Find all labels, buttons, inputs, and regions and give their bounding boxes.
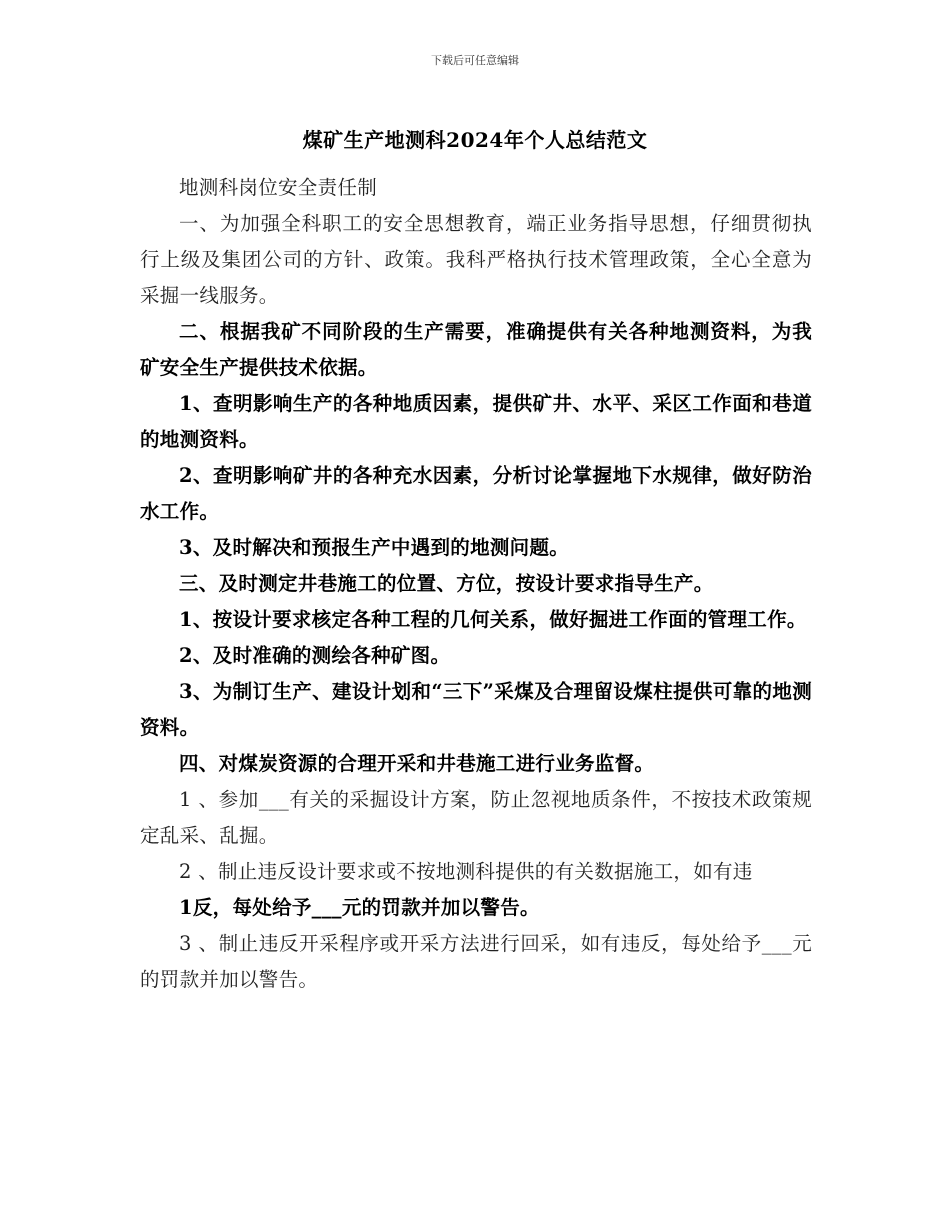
- paragraph-responsibility-heading: 地测科岗位安全责任制: [179, 176, 378, 199]
- paragraph-section-4: 四、对煤炭资源的合理开采和井巷施工进行业务监督。: [179, 752, 655, 775]
- paragraph-section-4-item-1: 1 、参加___有关的采掘设计方案，防止忽视地质条件，不按技术政策规定乱采、乱掘。: [140, 788, 812, 847]
- paragraph-section-1: 一、为加强全科职工的安全思想教育，端正业务指导思想，仔细贯彻执行上级及集团公司的方针、政策。我科严格执行技术管理政策，全心全意为采掘一线服务。: [140, 212, 812, 307]
- paragraph-section-3: 三、及时测定井巷施工的位置、方位，按设计要求指导生产。: [179, 572, 714, 595]
- paragraph-section-3-item-2: 2、及时准确的测绘各种矿图。: [179, 644, 451, 667]
- paragraph-section-4-item-2: 2 、制止违反设计要求或不按地测科提供的有关数据施工，如有违: [179, 860, 753, 883]
- header-note: 下载后可任意编辑: [431, 54, 519, 67]
- paragraph-section-2: 二、根据我矿不同阶段的生产需要，准确提供有关各种地测资料，为我矿安全生产提供技术依据。: [140, 320, 812, 379]
- paragraph-section-2-item-3: 3、及时解决和预报生产中遇到的地测问题。: [179, 536, 570, 559]
- paragraph-section-3-item-1: 1、按设计要求核定各种工程的几何关系，做好掘进工作面的管理工作。: [179, 608, 807, 631]
- document-title: 煤矿生产地测科2024年个人总结范文: [302, 128, 648, 152]
- paragraph-section-2-item-1: 1、查明影响生产的各种地质因素，提供矿井、水平、采区工作面和巷道的地测资料。: [140, 392, 812, 451]
- paragraph-section-4-item-3: 3 、制止违反开采程序或开采方法进行回采，如有违反，每处给予___元的罚款并加以警告。: [140, 932, 812, 991]
- paragraph-section-3-item-3: 3、为制订生产、建设计划和“三下”采煤及合理留设煤柱提供可靠的地测资料。: [140, 680, 812, 739]
- paragraph-section-2-item-2: 2、查明影响矿井的各种充水因素，分析讨论掌握地下水规律，做好防治水工作。: [140, 464, 812, 523]
- document-body: [140, 170, 812, 998]
- paragraph-section-4-item-2-continued: 1反，每处给予___元的罚款并加以警告。: [179, 896, 540, 919]
